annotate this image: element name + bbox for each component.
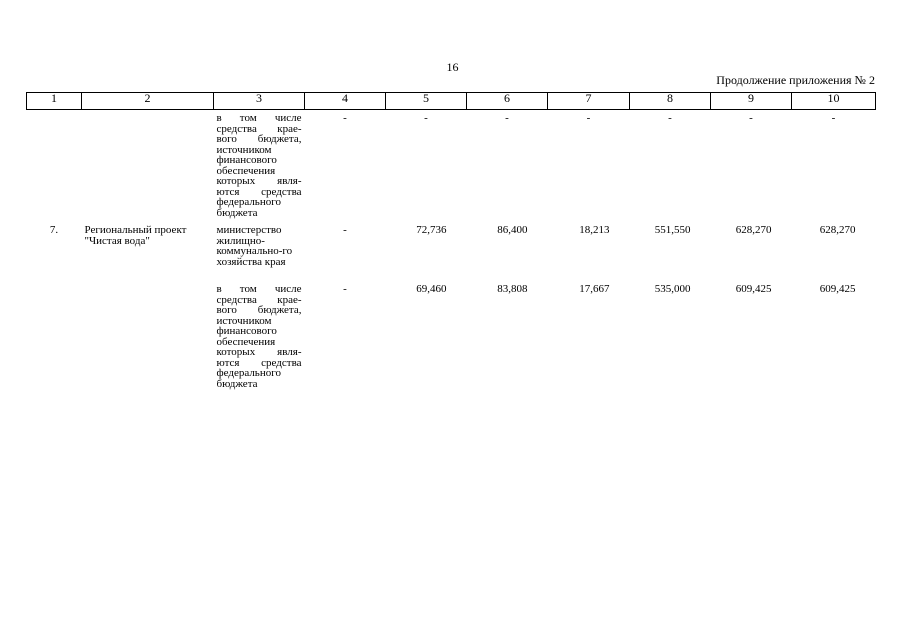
value-cell: 609,425 <box>819 283 856 295</box>
row-description: в том числе средства крае-вого бюджета, источником финансового обеспечения которых явля-ются средства федерального бюджета <box>216 283 302 390</box>
table-row <box>27 110 876 222</box>
value-cell: 69,460 <box>416 283 447 295</box>
value-cell: 535,000 <box>654 283 691 295</box>
page-number: 16 <box>446 60 459 74</box>
project-name <box>82 110 214 222</box>
value-cell: - <box>749 112 753 124</box>
header-cell: 7 <box>548 93 630 110</box>
value-cell: 551,550 <box>654 224 691 236</box>
value-cell: - <box>343 283 347 295</box>
value-cell: - <box>343 112 347 124</box>
row-number <box>27 284 82 389</box>
value-cell: 628,270 <box>819 224 856 236</box>
table-row <box>27 221 876 284</box>
row-description: министерство жилищно-коммунально-го хозяйства края <box>216 224 293 268</box>
value-cell: 83,808 <box>497 283 528 295</box>
value-cell: - <box>343 224 347 236</box>
header-cell: 3 <box>214 93 305 110</box>
header-cell: 5 <box>386 93 467 110</box>
table-row <box>27 284 876 389</box>
value-cell: 72,736 <box>416 224 447 236</box>
value-cell: - <box>586 112 591 124</box>
value-cell: 17,667 <box>579 283 610 295</box>
value-cell: - <box>668 112 672 124</box>
header-cell: 4 <box>305 93 386 110</box>
value-cell: 18,213 <box>579 224 610 236</box>
row-number <box>27 110 82 222</box>
header-cell: 2 <box>82 93 214 110</box>
value-cell: 609,425 <box>735 283 772 295</box>
project-name: Региональный проект "Чистая вода" <box>84 224 187 247</box>
appendix-caption: Продолжение приложения № 2 <box>716 73 875 87</box>
header-cell: 6 <box>467 93 548 110</box>
header-cell: 10 <box>792 93 876 110</box>
value-cell: - <box>831 112 836 124</box>
row-description: в том числе средства крае-вого бюджета, источником финансового обеспечения которых явля-ются средства федерального бюджета <box>216 112 302 219</box>
header-cell: 1 <box>27 93 82 110</box>
header-row <box>27 93 876 110</box>
header-cell: 9 <box>711 93 792 110</box>
row-number: 7. <box>49 224 59 236</box>
budget-table <box>26 92 876 389</box>
value-cell: 628,270 <box>735 224 772 236</box>
value-cell: - <box>505 112 509 124</box>
value-cell: 86,400 <box>497 224 528 236</box>
value-cell: - <box>424 112 428 124</box>
project-name <box>82 284 214 389</box>
header-cell: 8 <box>630 93 711 110</box>
